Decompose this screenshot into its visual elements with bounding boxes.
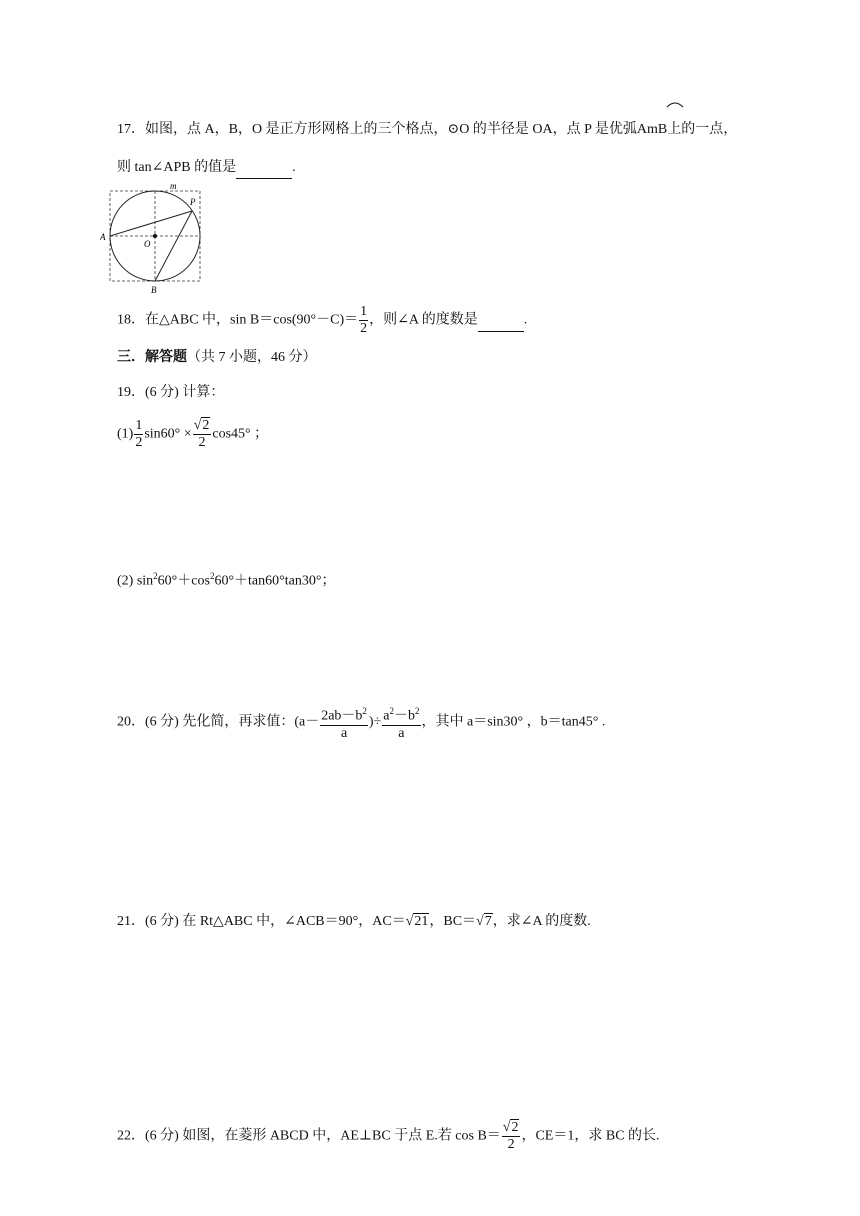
q20-fraction-1 [320,703,368,742]
question-20 [117,703,605,742]
answer-blank [478,311,524,332]
q17-text-2b: . [292,160,296,175]
q18-frac-den: 2 [360,321,368,336]
q19-p1-end: cos45° ； [212,426,269,442]
q22-frac-num [502,1120,521,1137]
q18-text-b: ，则∠A 的度数是 [369,312,478,328]
q18-frac-num: 1 [360,304,368,319]
q20-text-b: )÷ [368,714,382,730]
radical: √21 [405,914,429,929]
q19-head: 19．(6 分) 计算： [117,385,225,400]
label-p: P [190,197,196,207]
section-note: （共 7 小题，46 分） [187,350,317,365]
q20-f2-den: a [398,725,405,741]
q20-text-a: 20．(6 分) 先化简，再求值：(a－ [117,714,320,730]
question-18 [117,304,527,337]
q17-text-1: 17．如图，点 A，B，O 是正方形网格上的三个格点，⊙O 的半径是 OA，点 P 是优弧AmB上的一点， [117,122,738,137]
q19-p2-a: (2) sin [117,573,154,589]
q19-p2-c: 60°＋tan60°tan30°； [214,573,336,589]
segment-bp [155,211,192,281]
q19-f2-den: 2 [198,435,206,450]
section-heading [117,348,317,368]
q20-f1-num: $2ab-b^2$ [320,703,368,726]
q22-fraction [502,1120,521,1153]
q22-text-a: 22．(6 分) 如图，在菱形 ABCD 中，AE⊥BC 于点 E.若 cos B＝ [117,1128,501,1144]
label-m: m [170,183,177,191]
label-o: O [144,239,151,249]
radical: √2 [502,1120,519,1135]
radical: √7 [476,914,492,929]
label-b: B [151,285,157,295]
q21-text-c: ，求∠A 的度数. [492,914,591,929]
q19-p2-sup2: 2 [209,571,215,581]
arc-mark [666,100,684,108]
q19-p2-b: 60°＋cos [157,573,210,589]
q21-text-b: ，BC＝ [429,914,477,929]
question-22 [117,1120,660,1153]
q19-f2-num [193,418,212,435]
q19-f1-den: 2 [135,435,143,450]
q19-fraction-2 [193,418,212,451]
section-title: 三．解答题 [117,350,187,365]
q19-f1-num: 1 [135,418,143,433]
q18-fraction [359,304,368,337]
question-19-part-2 [117,566,335,592]
q17-text-2a: 则 tan∠APB 的值是 [117,160,237,175]
question-19-head [117,383,224,403]
q19-p1-mid: sin60° × [144,426,192,442]
q19-fraction-1 [134,418,143,451]
q19-p2-sup1: 2 [153,571,158,581]
q20-f1-den: a [340,725,348,741]
question-19-part-1 [117,418,268,451]
q19-p1-prefix: (1) [117,426,134,442]
question-21 [117,912,591,932]
question-17-line-1 [117,120,737,140]
q18-text-a: 18．在△ABC 中，sin B＝cos(90°－C)＝ [117,312,359,328]
answer-blank [236,158,292,179]
radical: √2 [193,418,210,433]
q20-f2-num: $a^2-b^2$ [382,703,420,726]
q20-fraction-2 [382,703,420,742]
q17-figure [100,183,210,295]
q21-text-a: 21．(6 分) 在 Rt△ABC 中，∠ACB＝90°，AC＝ [117,914,406,929]
q22-frac-den: 2 [507,1137,515,1152]
q18-text-c: . [523,312,528,328]
segment-ap [110,211,192,236]
point-o [153,234,157,238]
question-17-line-2 [117,158,296,179]
q20-text-c: ，其中 a＝sin30° ，b＝tan45° . [421,714,606,730]
label-a: A [100,232,106,242]
q22-text-b: ，CE＝1，求 BC 的长. [521,1128,660,1144]
